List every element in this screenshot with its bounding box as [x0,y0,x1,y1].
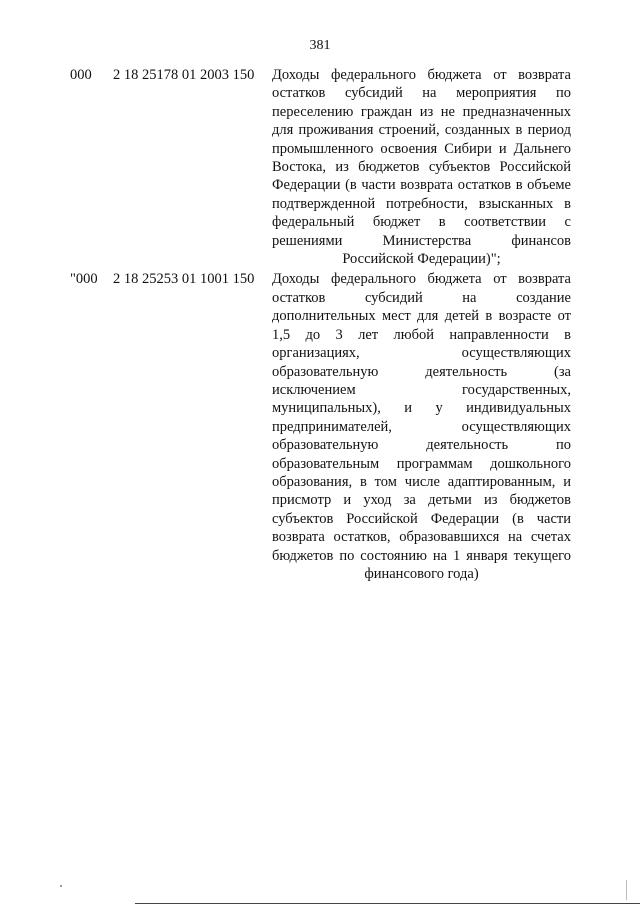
description-line: исключением государственных, [272,381,571,398]
description-line: муниципальных), и у индивидуальных [272,400,571,417]
income-description [272,270,571,583]
admin-code: "000 [70,271,98,288]
description-line: Доходы федерального бюджета от возврата [272,67,571,83]
description-line: предпринимателей, осуществляющих [272,418,571,435]
scan-speck [60,885,62,887]
description-line: для проживания строений, созданных в период [272,122,571,139]
description-line: организациях, осуществляющих [272,345,571,362]
page-bottom-edge [135,903,640,904]
budget-code-entry [0,270,640,583]
page-number: 381 [309,38,331,53]
description-line: промышленного освоения Сибири и Дальнего [272,140,571,157]
description-line: образовательным программам дошкольного [272,455,571,472]
admin-code: 000 [70,67,92,83]
description-line: остатков субсидий на создание [272,289,571,306]
description-line: образования, в том числе адаптированным, и [272,473,571,490]
description-line: остатков субсидий на мероприятия по [272,85,571,102]
description-line: 1,5 до 3 лет любой направленности в [272,326,571,343]
description-line: бюджетов по состоянию на 1 января текущего [272,547,571,564]
budget-code-list [0,66,640,583]
description-line: финансового года) [364,565,479,582]
classification-code: 2 18 25253 01 1001 150 [113,271,255,288]
scan-edge-mark [626,880,627,900]
description-line: образовательную деятельность (за [272,363,571,380]
description-line: переселению граждан из не предназначенных [272,103,571,120]
description-line: дополнительных мест для детей в возрасте от [272,308,571,325]
description-line: присмотр и уход за детьми из бюджетов [272,492,571,509]
description-line: подтвержденной потребности, взысканных в [272,195,571,212]
description-line: Доходы федерального бюджета от возврата [272,271,571,288]
description-line: Востока, из бюджетов субъектов Российской [272,159,571,176]
budget-code-entry [0,66,640,268]
description-line: субъектов Российской Федерации (в части [272,510,571,527]
description-line: возврата остатков, образовавшихся на счетах [272,529,571,546]
description-line: решениями Министерства финансов [272,232,571,249]
description-line: Федерации (в части возврата остатков в объеме [272,177,571,194]
description-line: Российской Федерации)"; [342,251,501,268]
description-line: образовательную деятельность по [272,437,571,454]
income-description [272,66,571,268]
classification-code: 2 18 25178 01 2003 150 [113,67,255,83]
description-line: федеральный бюджет в соответствии с [272,214,571,231]
